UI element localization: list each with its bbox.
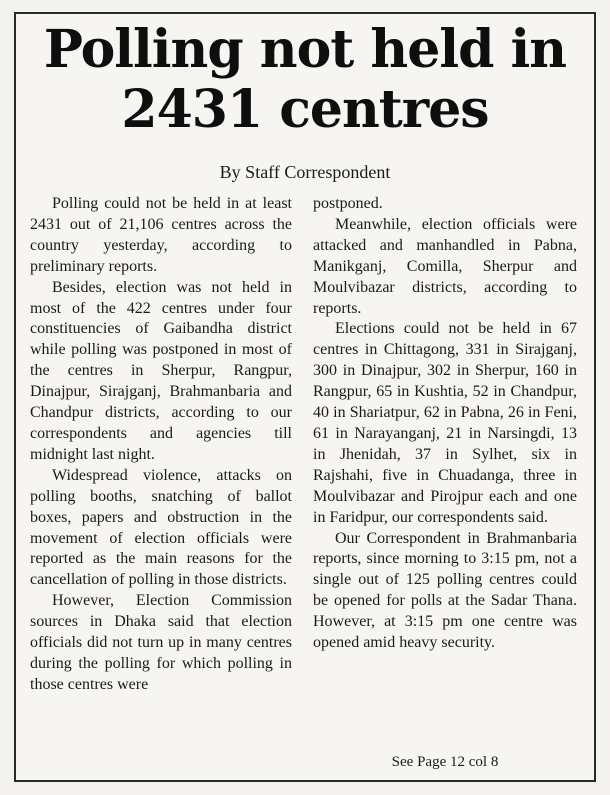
- byline: By Staff Correspondent: [219, 162, 391, 182]
- paragraph: Elections could not be held in 67 centres in Chittagong, 331 in Sirajganj, 300 in Dinajpur, 302 in Sherpur, 160 in Rangpur, 65 in Kushtia, 52 in Chandpur, 40 in Shariatpur, 62 in Pabna, 26 in Feni, 61 in Narayanganj, 21 in Narsingdi, 13 in Jhenidah, 37 in Sylhet, six in Rajshahi, five in Chuadanga, three in Moulvibazar and Pirojpur each and one in Faridpur, our correspondents said.: [313, 320, 577, 526]
- continuation-note: See Page 12 col 8: [391, 754, 499, 770]
- headline-line-1: Polling not held in: [43, 19, 567, 80]
- headline: [0, 20, 610, 140]
- paragraph: Widespread violence, attacks on polling booths, snatching of ballot boxes, papers and obstruction in the movement of election officials were reported as the main reasons for the cancellation of polling in those districts.: [30, 466, 292, 589]
- right-column: [313, 194, 577, 654]
- left-column: [30, 194, 292, 696]
- headline-line-2: 2431 centres: [121, 79, 489, 140]
- paragraph: Polling could not be held in at least 2431 out of 21,106 centres across the country yesterday, according to preliminary reports.: [30, 195, 292, 275]
- paragraph: postponed.: [313, 195, 383, 212]
- paragraph: Besides, election was not held in most of the 422 centres under four constituencies of Gaibandha district while polling was postponed in most of the centres in Sherpur, Rangpur, Dinajpur, Sirajganj, Brahmanbaria and Chandpur districts, according to our correspondents and agencies till midnight last night.: [30, 278, 292, 463]
- paragraph: However, Election Commission sources in Dhaka said that election officials did not turn up in many centres during the polling for which polling in those centres were: [30, 592, 292, 693]
- paragraph: Meanwhile, election officials were attacked and manhandled in Pabna, Manikganj, Comilla, Sherpur and Moulvibazar districts, according to reports.: [313, 215, 577, 317]
- paragraph: Our Correspondent in Brahmanbaria reports, since morning to 3:15 pm, not a single out of 125 polling centres could be opened for polls at the Sadar Thana. However, at 3:15 pm one centre was opened amid heavy security.: [313, 529, 577, 652]
